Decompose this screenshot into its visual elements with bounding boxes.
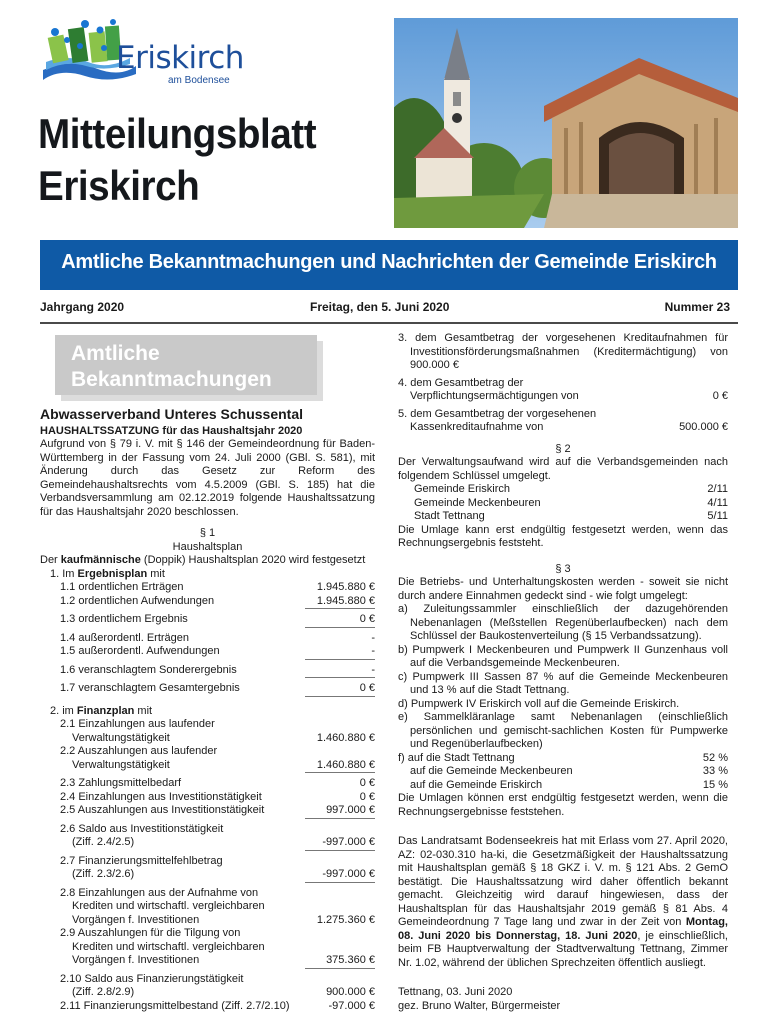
table-row (40, 613, 375, 628)
approval-text-c: , je einschließlich, beim FB Hauptverwaltung der Stadtverwaltung Tettnang, Zimmer Nr. 1.02, während der üblichen Sprechzeiten öffentlich ausliegt. (398, 929, 728, 969)
row-value: 33 % (702, 765, 728, 777)
finanzplan-c: mit (134, 704, 153, 717)
section-heading (55, 335, 317, 395)
table-row (40, 1000, 375, 1014)
banner-text: Amtliche Bekanntmachungen und Nachrichten der Gemeinde Eriskirch (61, 251, 717, 273)
finanzplan-b: Finanzplan (76, 704, 135, 717)
table-row (40, 791, 375, 805)
row-value: - (305, 664, 375, 679)
row-label: 1.2 ordentlichen Aufwendungen (60, 594, 215, 607)
statute-heading: HAUSHALTSSATZUNG für das Haushaltsjahr 2020 (40, 424, 303, 437)
item-5 (398, 408, 728, 435)
table-row (40, 645, 375, 660)
list-item: c) Pumpwerk III Sassen 87 % auf die Gemeinde Meckenbeuren und 13 % auf die Stadt Tettnang. (398, 670, 728, 696)
left-column (40, 408, 375, 1013)
signature: gez. Bruno Walter, Bürgermeister (398, 999, 561, 1012)
fin-2-8-line-2: Krediten und wirtschaftl. vergleichbaren (72, 900, 265, 912)
row-value: 5/11 (707, 510, 728, 522)
church-bridge-photo (394, 18, 738, 228)
header-rule (40, 322, 738, 324)
approval-text-a: Das Landratsamt Bodenseekreis hat mit Erlass vom 27. April 2020, AZ: 02-030.310 ha-ki, die Gesetzmäßigkeit der Haushaltssatzung mit Haushaltsplan gemäß § 18 GKZ i. V. m. § 121 Abs. 2 GemO bestätigt. Die Haushaltssatzung wird daher öffentlich bekannt gemacht. Gleichzeitig wird darauf hingewiesen, dass der Haushaltsplan für das Haushaltsjahr 2019 gemäß § 81 Abs. 4 Gemeindeordnung 7 Tage lang und zwar in der Zeit von (398, 835, 728, 928)
row-label: Vorgängen f. Investitionen (72, 954, 200, 966)
row-value: 900.000 € (326, 986, 375, 998)
row-label: (Ziff. 2.4/2.5) (72, 836, 135, 848)
row-value: -997.000 € (305, 836, 375, 851)
row-label: 2.3 Zahlungsmittelbedarf (60, 777, 182, 789)
list-item: a) Zuleitungssammler einschließlich der dazugehörenden Nebenanlagen (Meßstellen Regenüberlaufbecken) nach dem Schlüssel der Baukostenverteilung (§ 15 Verbandssatzung). (398, 603, 728, 642)
row-value: 1.460.880 € (316, 731, 375, 744)
row-value: 15 % (702, 778, 728, 791)
row-label: 1.5 außerordentl. Aufwendungen (60, 645, 220, 657)
row-label: 2.5 Auszahlungen aus Investitionstätigkeit (60, 804, 265, 816)
logo-name: Eriskirch (116, 40, 244, 76)
budget-lead-c: (Doppik) Haushaltsplan 2020 wird festgesetzt (140, 554, 366, 566)
finanzplan-a: 2. im (50, 704, 77, 717)
finanzplan-heading (40, 705, 375, 719)
row-value: 1.945.880 € (316, 581, 375, 593)
row-value: 2/11 (707, 483, 728, 495)
table-row (398, 510, 728, 524)
table-row (398, 765, 728, 779)
row-label: 1.3 ordentlichem Ergebnis (60, 613, 188, 625)
row-label: Vorgängen f. Investitionen (72, 913, 200, 926)
row-label: (Ziff. 2.3/2.6) (72, 868, 135, 880)
statute-intro: Aufgrund von § 79 i. V. mit § 146 der Gemeindeordnung für Baden-Württemberg in der Fassung vom 24. Juli 2000 (GBl. S. 581), mit Änderung durch das Gesetz zur Reform des Gemeindehaushaltsrechts vom 4.5.2009 (GBl. S. 185) hat die Verbandsversammlung am 02.12.2019 folgende Haushaltssatzung für das Haushaltsjahr 2020 beschlossen. (40, 438, 375, 518)
row-label: auf die Gemeinde Meckenbeuren (410, 765, 573, 777)
row-value: - (305, 645, 375, 660)
fin-2-2-line-1: 2.2 Auszahlungen aus laufender (60, 745, 218, 757)
paragraph-3-text: Die Betriebs- und Unterhaltungskosten werden - soweit sie nicht durch andere Einnahmen gedeckt sind - wie folgt umgelegt: (398, 576, 728, 602)
right-column (398, 332, 728, 1013)
row-label: auf die Gemeinde Eriskirch (410, 778, 543, 791)
ergebnisplan-b: Ergebnisplan (77, 567, 148, 580)
table-row (40, 595, 375, 610)
section-heading-line-2: Bekanntmachungen (71, 368, 272, 391)
issue-date: Freitag, den 5. Juni 2020 (310, 300, 450, 314)
row-value: 997.000 € (305, 804, 375, 819)
table-row (40, 581, 375, 595)
ergebnisplan-a: 1. Im (50, 567, 78, 580)
row-value: -97.000 € (328, 999, 375, 1012)
place-date: Tettnang, 03. Juni 2020 (398, 986, 513, 998)
table-row (398, 779, 728, 793)
row-label: Stadt Tettnang (414, 510, 485, 522)
approval-text (398, 835, 728, 970)
ergebnisplan-heading (40, 568, 375, 582)
row-value: 0 € (305, 613, 375, 628)
table-row (40, 914, 375, 928)
fin-2-9-line-1: 2.9 Auszahlungen für die Tilgung von (60, 927, 241, 939)
row-value: 0 € (359, 790, 375, 803)
item-4-value: 0 € (712, 390, 728, 402)
row-label: 1.7 veranschlagtem Gesamtergebnis (60, 682, 240, 694)
fin-2-8-line-1: 2.8 Einzahlungen aus der Aufnahme von (60, 886, 259, 899)
paragraph-1-title: Haushaltsplan (172, 540, 243, 553)
row-value: 0 € (359, 777, 375, 789)
table-row (40, 954, 375, 969)
item-5-value: 500.000 € (679, 421, 728, 433)
table-row (40, 682, 375, 697)
row-value: 4/11 (707, 496, 728, 509)
budget-lead-a: Der (40, 554, 61, 566)
row-value: 375.360 € (305, 954, 375, 969)
page-title (38, 108, 316, 212)
table-row (40, 868, 375, 883)
row-label: Verwaltungstätigkeit (72, 758, 170, 771)
title-line-1: Mitteilungsblatt (38, 110, 317, 157)
row-label: 2.4 Einzahlungen aus Investitionstätigkeit (60, 790, 262, 803)
row-value: 1.460.880 € (305, 759, 375, 774)
list-item: b) Pumpwerk I Meckenbeuren und Pumpwerk II Gunzenhaus voll auf die Verbandsgemeinde Meckenbeuren. (398, 643, 728, 669)
row-label: Gemeinde Eriskirch (414, 483, 510, 495)
item-4 (398, 377, 728, 404)
list-item: e) Sammelkläranlage samt Nebenanlagen (einschließlich persönlichen und gemischt-sachlichen Kosten für Pumpwerke und Regenüberlaufbecken) (398, 711, 728, 750)
paragraph-1-heading: § 1 (199, 527, 216, 539)
approval-text-dates: Montag, 08. Juni 2020 bis Donnerstag, 18. Juni 2020 (398, 916, 728, 942)
budget-lead (40, 554, 375, 568)
fin-2-6-line-1: 2.6 Saldo aus Investitionstätigkeit (60, 822, 224, 835)
table-row (40, 732, 375, 746)
header-banner (40, 240, 738, 290)
row-value: 0 € (305, 682, 375, 697)
row-value: 1.945.880 € (305, 595, 375, 610)
paragraph-3-heading: § 3 (555, 562, 571, 575)
paragraph-2-after: Die Umlage kann erst endgültig festgesetzt werden, wenn das Rechnungsergebnis feststeht. (398, 523, 728, 549)
list-item: d) Pumpwerk IV Eriskirch voll auf die Gemeinde Eriskirch. (398, 697, 680, 710)
issue-year: Jahrgang 2020 (40, 300, 125, 314)
table-row (40, 777, 375, 791)
row-value: 1.275.360 € (316, 913, 375, 926)
organization-heading: Abwasserverband Unteres Schussental (40, 406, 303, 422)
fin-2-1-line-1: 2.1 Einzahlungen aus laufender (60, 718, 215, 730)
table-row (398, 497, 728, 511)
table-row (40, 632, 375, 646)
item-5-label: 5. dem Gesamtbetrag der vorgesehenen Kassenkreditaufnahme von (398, 407, 597, 433)
fin-2-10-line-1: 2.10 Saldo aus Finanzierungstätigkeit (60, 972, 244, 985)
item-4-label: 4. dem Gesamtbetrag der Verpflichtungsermächtigungen von (398, 376, 579, 402)
table-row (40, 664, 375, 679)
ergebnisplan-c: mit (147, 567, 165, 580)
table-row (40, 986, 375, 1000)
budget-lead-b: kaufmännische (60, 554, 141, 566)
row-label: Gemeinde Meckenbeuren (414, 496, 541, 509)
row-label: 1.1 ordentlichen Erträgen (60, 581, 184, 593)
paragraph-3-after: Die Umlagen können erst endgültig festgesetzt werden, wenn die Rechnungsergebnisse feststehen. (398, 792, 728, 818)
title-line-2: Eriskirch (38, 162, 200, 209)
table-row (398, 483, 728, 497)
table-row (40, 804, 375, 819)
fin-2-7-line-1: 2.7 Finanzierungsmittelfehlbetrag (60, 854, 223, 867)
table-row (40, 759, 375, 774)
row-label: (Ziff. 2.8/2.9) (72, 986, 135, 998)
row-value: - (371, 631, 375, 644)
section-heading-line-1: Amtliche (71, 342, 160, 365)
issue-number: Nummer 23 (664, 300, 730, 314)
row-value: -997.000 € (305, 868, 375, 883)
logo-subtitle: am Bodensee (168, 75, 230, 86)
item-3: 3. dem Gesamtbetrag der vorgesehenen Kreditaufnahmen für Investitionsförderungsmaßnahmen (Kreditermächtigung) von 900.000 € (398, 332, 728, 371)
row-label: Verwaltungstätigkeit (72, 731, 170, 744)
paragraph-2-heading: § 2 (555, 442, 571, 455)
row-label: 2.11 Finanzierungsmittelbestand (Ziff. 2.7/2.10) (60, 999, 290, 1012)
row-label: f) auf die Stadt Tettnang (398, 751, 515, 764)
fin-2-9-line-2: Krediten und wirtschaftl. vergleichbaren (72, 940, 265, 953)
row-value: 52 % (702, 751, 728, 764)
table-row (398, 752, 728, 766)
paragraph-2-text: Der Verwaltungsaufwand wird auf die Verbandsgemeinden nach folgendem Schlüssel umgelegt. (398, 456, 728, 482)
row-label: 1.4 außerordentl. Erträgen (60, 631, 190, 644)
row-label: 1.6 veranschlagtem Sonderergebnis (60, 663, 237, 676)
table-row (40, 836, 375, 851)
